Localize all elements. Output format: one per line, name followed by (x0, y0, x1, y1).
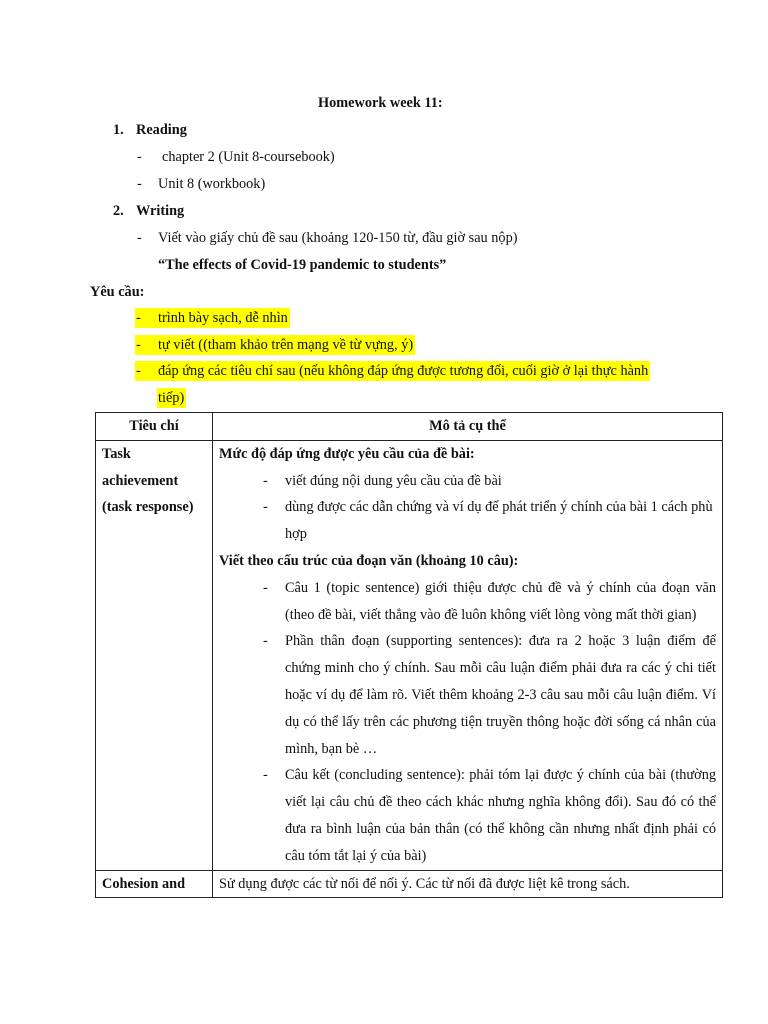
list-dash: - (136, 337, 141, 353)
bullet-list (219, 575, 716, 870)
requirement-item (135, 361, 650, 381)
requirements-label: Yêu cầu: (90, 284, 145, 300)
list-dash: - (136, 363, 141, 379)
list-item: - viết đúng nội dung yêu cầu của đề bài (219, 468, 716, 495)
criterion-line: achievement (102, 472, 179, 489)
description-cell: Sử dụng được các từ nối để nối ý. Các từ nối đã được liệt kê trong sách. (213, 870, 723, 898)
list-dash: - (137, 149, 142, 165)
requirement-item (135, 335, 415, 355)
writing-topic: “The effects of Covid-19 pandemic to students” (158, 257, 447, 273)
criterion-cell (96, 440, 213, 870)
list-dash: - (137, 176, 142, 192)
block-heading: Mức độ đáp ứng được yêu cầu của đề bài: (219, 445, 475, 462)
criteria-table (95, 412, 723, 898)
list-dash: - (136, 310, 141, 326)
criterion-line: Task (102, 445, 131, 462)
description-cell (213, 440, 723, 870)
table-header-row (96, 413, 723, 441)
table-row (96, 440, 723, 870)
requirement-text: đáp ứng các tiêu chí sau (nếu không đáp ứng được tương đối, cuối giờ ở lại thực hành (158, 363, 649, 379)
page-title: Homework week 11: (318, 95, 443, 111)
list-item: - Phần thân đoạn (supporting sentences): đưa ra 2 hoặc 3 luận điểm để chứng minh cho ý chính. Sau mỗi câu luận điểm phải đưa ra các ý chi tiết hoặc ví dụ để làm rõ. Viết thêm khoảng 2-3 câu sau mỗi câu luận điểm. Ví dụ có thể lấy trên các phương tiện truyền thông hoặc đời sống cá nhân của mình, bạn bè … (219, 628, 716, 762)
requirement-text: trình bày sạch, dễ nhìn (158, 310, 288, 326)
list-item: - dùng được các dẫn chứng và ví dụ để phát triển ý chính của bài 1 cách phù hợp (219, 494, 716, 548)
criterion-line: Cohesion and (102, 875, 186, 892)
table-header-criterion: Tiêu chí (96, 413, 213, 441)
reading-item: chapter 2 (Unit 8-coursebook) (162, 149, 335, 165)
section-reading-number: 1. (113, 122, 124, 138)
reading-item: Unit 8 (workbook) (158, 176, 266, 192)
section-writing-number: 2. (113, 203, 124, 219)
table-row (96, 870, 723, 898)
criterion-cell (96, 870, 213, 898)
table-header-description: Mô tả cụ thể (213, 413, 723, 441)
requirement-item (135, 308, 290, 328)
list-item: - Câu kết (concluding sentence): phải tóm lại được ý chính của bài (thường viết lại câu chủ đề theo cách khác nhưng nghĩa không đổi). Sau đó có thể đưa ra bình luận của bản thân (có thể không cần nhưng nhất định phải có câu tóm tắt lại ý của bài) (219, 762, 716, 869)
requirement-continuation: tiếp) (158, 390, 185, 406)
writing-item: Viết vào giấy chủ đề sau (khoảng 120-150 từ, đầu giờ sau nộp) (158, 230, 518, 246)
block-heading: Viết theo cấu trúc của đoạn văn (khoảng 10 câu): (219, 552, 519, 569)
section-writing-heading: Writing (136, 203, 185, 219)
list-item: - Câu 1 (topic sentence) giới thiệu được chủ đề và ý chính của đoạn văn (theo đề bài, viết thẳng vào đề luôn không viết lòng vòng mất thời gian) (219, 575, 716, 629)
list-dash: - (137, 230, 142, 246)
criterion-line: (task response) (102, 499, 194, 516)
requirement-text: tự viết ((tham khảo trên mạng về từ vựng, ý) (158, 337, 414, 353)
bullet-list (219, 468, 716, 548)
section-reading-heading: Reading (136, 122, 187, 138)
